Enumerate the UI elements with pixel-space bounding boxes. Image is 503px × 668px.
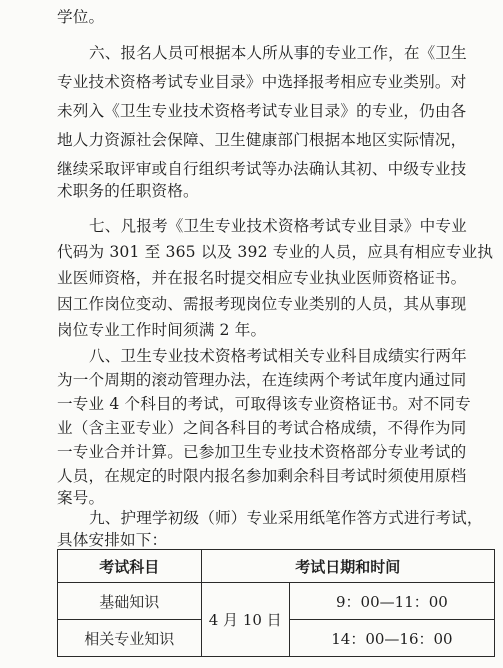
paragraph-8-line: 一专业合并计算。已参加卫生专业技术资格部分专业考试的 [57,443,467,461]
paragraph-8-line: 八、卫生专业技术资格考试相关专业科目成绩实行两年 [89,347,467,365]
table-header-row [58,550,495,583]
paragraph-6-line: 继续采取评审或自行组织考试等办法确认其初、中级专业技 [57,160,467,178]
paragraph-7-line: 代码为 301 至 365 以及 392 专业的人员，应具有相应专业执 [57,243,494,261]
paragraph-8-line: 案号。 [57,489,105,507]
header-datetime: 考试日期和时间 [201,550,494,583]
paragraph-8-line: 一专业 4 个科目的考试，可取得该专业资格证书。对不同专 [57,395,471,413]
paragraph-9-line: 具体安排如下： [57,531,168,549]
subject-cell: 基础知识 [58,583,202,620]
paragraph-7-line: 业医师资格，并在报名时提交相应专业执业医师资格证书。 [57,269,467,287]
text-line: 学位。 [57,8,105,26]
paragraph-9-line: 九、护理学初级（师）专业采用纸笔作答方式进行考试， [89,509,483,527]
paragraph-6-line: 术职务的任职资格。 [57,182,199,200]
paragraph-7-line: 七、凡报考《卫生专业技术资格考试专业目录》中专业 [89,217,467,235]
paragraph-6-line: 地人力资源社会保障、卫生健康部门根据本地区实际情况， [57,131,467,149]
paragraph-6-line: 六、报名人员可根据本人所从事的专业工作，在《卫生 [89,44,467,62]
paragraph-8-line: 业（含主亚专业）之间各科目的考试合格成绩，不得作为同 [57,419,467,437]
time-cell: 14：00—16：00 [289,620,494,657]
paragraph-7-line: 岗位专业工作时间须满 2 年。 [57,321,267,339]
table-row [58,583,495,620]
time-cell: 9：00—11：00 [289,583,494,620]
date-cell: 4 月 10 日 [201,583,289,657]
paragraph-6-line: 专业技术资格考试专业目录》中选择报考相应专业类别。对 [57,73,467,91]
exam-schedule-table [57,549,495,657]
paragraph-7-line: 因工作岗位变动、需报考现岗位专业类别的人员，其从事现 [57,295,467,313]
paragraph-8-line: 为一个周期的滚动管理办法，在连续两个考试年度内通过同 [57,371,467,389]
subject-cell: 相关专业知识 [58,620,202,657]
paragraph-8-line: 人员，在规定的时限内报名参加剩余科目考试时须使用原档 [57,467,467,485]
paragraph-6-line: 未列入《卫生专业技术资格考试专业目录》的专业，仍由各 [57,102,467,120]
header-subject: 考试科目 [58,550,202,583]
